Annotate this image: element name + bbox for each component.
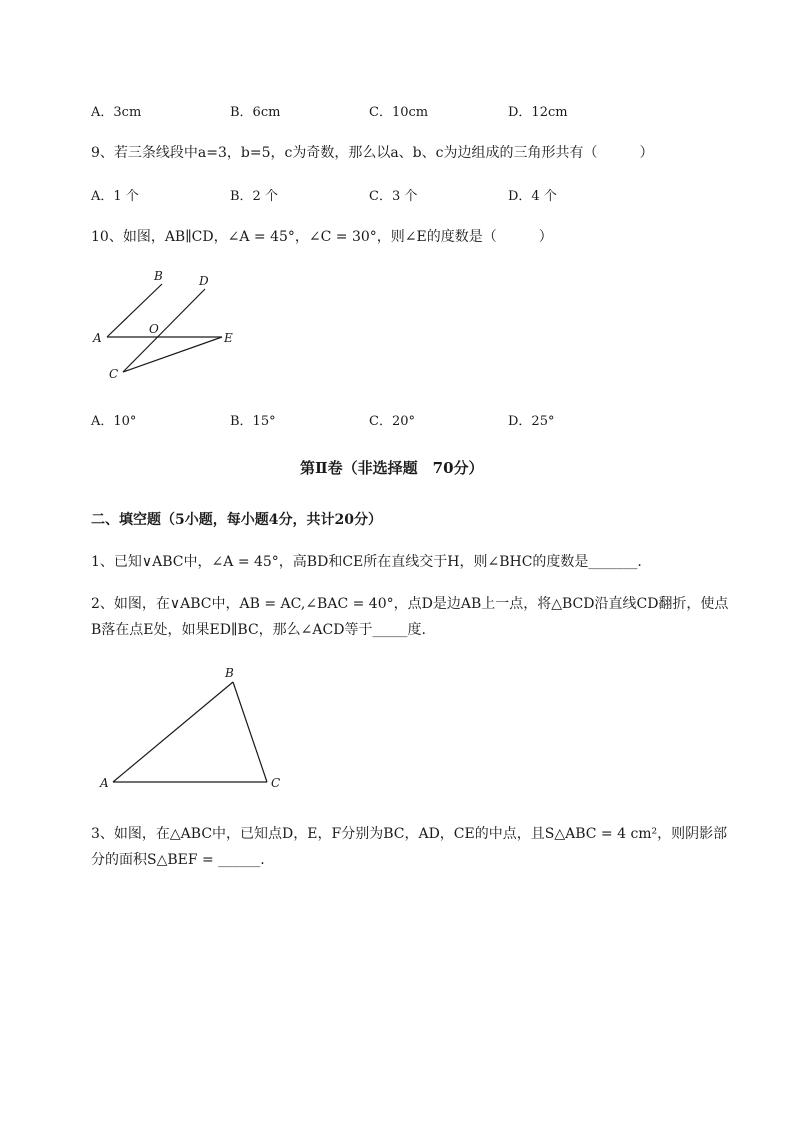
label-b: B: [154, 269, 163, 283]
q8-option-d: D．12cm: [508, 105, 568, 120]
q9-option-a: A．1 个: [91, 189, 139, 204]
part2-title: 第Ⅱ卷（非选择题 70分）: [300, 459, 484, 477]
label-o: O: [149, 322, 159, 336]
label-c: C: [271, 776, 281, 790]
q10-option-d: D．25°: [508, 414, 555, 429]
label-c: C: [109, 367, 119, 381]
label-e: E: [224, 331, 233, 345]
fill2-line2: B落在点E处，如果ED∥BC，那么∠ACD等于_____度.: [91, 622, 426, 638]
q10-text: 10、如图，AB∥CD，∠A = 45°，∠C = 30°，则∠E的度数是（ ）: [91, 229, 553, 245]
q8-option-b: B．6cm: [230, 105, 281, 120]
fill1-text: 1、已知∨ABC中，∠A = 45°，高BD和CE所在直线交于H，则∠BHC的度数是_______.: [91, 554, 642, 570]
q8-option-a: A．3cm: [91, 105, 142, 120]
q9-text: 9、若三条线段中a=3，b=5，c为奇数，那么以a、b、c为边组成的三角形共有（ ）: [91, 145, 654, 161]
q10-option-c: C．20°: [369, 414, 415, 429]
q9-option-c: C．3 个: [369, 189, 418, 204]
label-b: B: [225, 666, 234, 680]
segment-ab: [113, 682, 233, 782]
label-a: A: [93, 331, 102, 345]
label-a: A: [100, 776, 109, 790]
segment-bc: [233, 682, 267, 782]
q10-option-a: A．10°: [91, 414, 137, 429]
label-d: D: [199, 274, 209, 288]
q10-figure: [85, 262, 255, 387]
segment-ce: [123, 337, 222, 372]
q8-option-c: C．10cm: [369, 105, 429, 120]
fill2-line1: 2、如图，在∨ABC中，AB = AC,∠BAC = 40°，点D是边AB上一点，将△BCD沿直线CD翻折，使点: [91, 596, 729, 612]
q9-option-d: D．4 个: [508, 189, 557, 204]
fill3-line1: 3、如图，在△ABC中，已知点D，E，F分别为BC，AD，CE的中点，且S△ABC = 4 cm²，则阴影部: [91, 826, 728, 842]
segment-cd: [123, 289, 205, 372]
fill2-figure: [95, 660, 295, 795]
fill3-line2: 分的面积S△BEF = ______.: [91, 852, 265, 868]
section2-heading: 二、填空题（5小题，每小题4分，共计20分）: [91, 512, 382, 528]
q9-option-b: B．2 个: [230, 189, 278, 204]
q10-option-b: B．15°: [230, 414, 276, 429]
